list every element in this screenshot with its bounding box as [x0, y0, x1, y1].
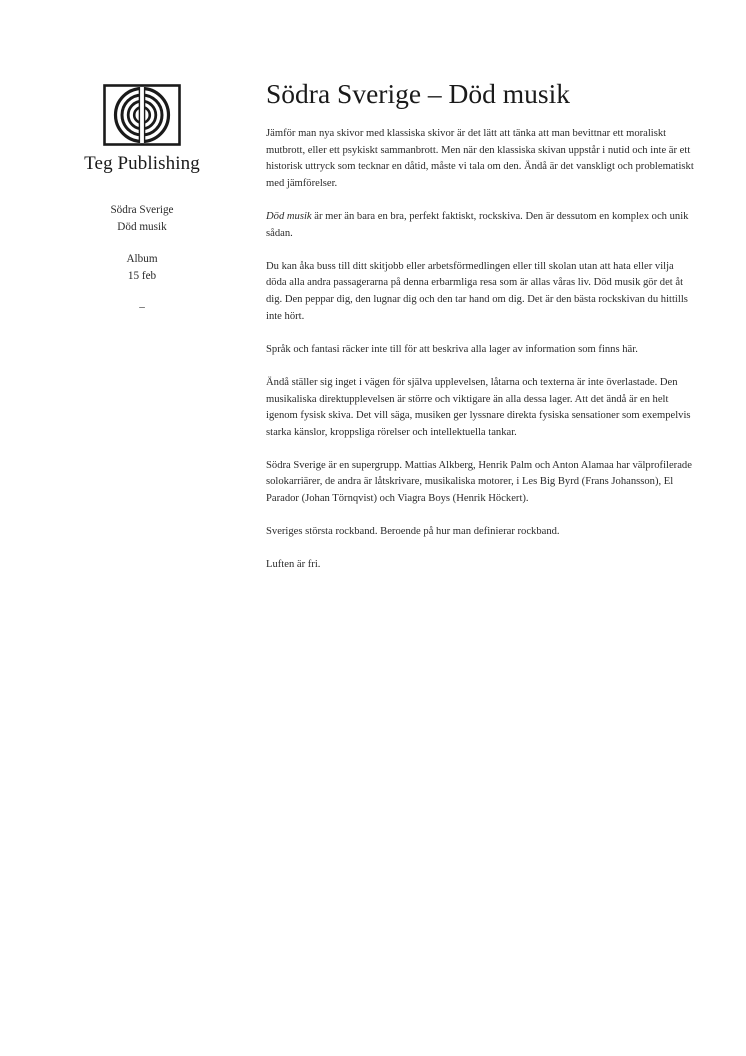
paragraph-2: [266, 209, 694, 242]
paragraph-8: Luften är fri.: [266, 559, 321, 571]
separator: –: [139, 301, 145, 313]
release-details: [72, 251, 212, 284]
paragraph-2-text: är mer än bara en bra, perfekt faktiskt, rockskiva. Den är dessutom en komplex och unik sådan.: [266, 210, 689, 239]
paragraph-7: Sveriges största rockband. Beroende på hur man definierar rockband.: [266, 526, 560, 538]
paragraph-6: Södra Sverige är en supergrupp. Mattias Alkberg, Henrik Palm och Anton Alamaa har välprofilerade solokarriärer, de andra är låtskrivare, musikaliska motorer, i Les Big Byrd (Frans Johansson), El Parador (Johan Törnqvist) och Viagra Boys (Henrik Höckert).: [266, 459, 692, 505]
paragraph-4: Språk och fantasi räcker inte till för att beskriva alla lager av information som finns här.: [266, 343, 638, 355]
brand-name: Teg Publishing: [84, 153, 200, 174]
sidebar: [72, 84, 212, 316]
album-title: Död musik: [117, 220, 167, 233]
paragraph-3: Du kan åka buss till ditt skitjobb eller arbetsförmedlingen eller till skolan utan att hata eller vilja döda alla andra passagerarna på denna erbarmliga resa som är allas våras liv. Död musik gör det åt dig. Den peppar dig, den lugnar dig och den tar hand om dig. Det är den bästa rockskivan du hittills inte hört.: [266, 260, 688, 322]
release-date: 15 feb: [127, 269, 157, 282]
page-title: Södra Sverige – Död musik: [266, 78, 571, 109]
article: [266, 78, 694, 591]
paragraph-5: Ändå ställer sig inget i vägen för själva upplevelsen, låtarna och texterna är inte överlastade. Den musikaliska direktupplevelsen är större och viktigare än alla dessa lager. Att det ändå är en helt igenom fysisk skiva. Det vill säga, musiken ger lyssnare direkta fysiska sensationer som exempelvis starka känslor, kroppsliga rörelser och intellektuella tankar.: [266, 376, 691, 438]
concentric-circles-logo-icon: [103, 84, 181, 146]
release-info: [72, 202, 212, 235]
paragraph-1: Jämför man nya skivor med klassiska skivor är det lätt att tänka att man bevittnar ett moraliskt mutbrott, eller ett psykiskt sammanbrott. Men när den klassiska skivan uppstår i nutid och inte är ett historisk uttryck som tecknar en dåtid, måste vi tala om den. Ändå är det vanskligt och problematiskt med jämförelser.: [266, 128, 694, 189]
release-format: Album: [126, 253, 158, 265]
album-name-italic: Död musik: [266, 210, 312, 222]
artist-name: Södra Sverige: [110, 204, 174, 216]
